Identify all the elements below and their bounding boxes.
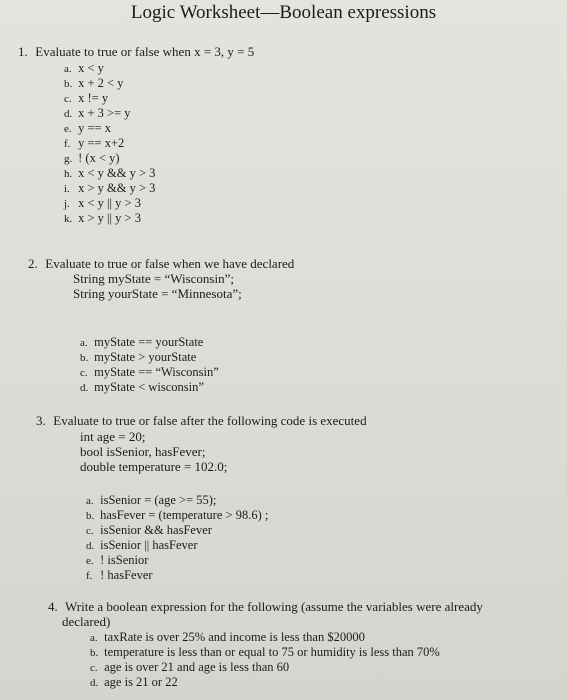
list-item bbox=[86, 568, 268, 583]
list-item bbox=[64, 136, 155, 151]
question-3-code bbox=[80, 429, 227, 474]
item-letter: f. bbox=[64, 138, 71, 150]
item-letter: b. bbox=[86, 510, 95, 522]
question-text: Evaluate to true or false after the following code is executed bbox=[53, 413, 367, 428]
question-1 bbox=[18, 44, 254, 60]
item-letter: c. bbox=[64, 93, 72, 105]
list-item bbox=[64, 106, 155, 121]
list-item bbox=[86, 538, 268, 553]
list-item bbox=[90, 675, 440, 690]
item-expression: isSenior || hasFever bbox=[100, 538, 198, 552]
list-item bbox=[80, 335, 219, 350]
item-expression: myState == “Wisconsin” bbox=[94, 365, 219, 379]
item-expression: ! isSenior bbox=[100, 553, 149, 567]
list-item bbox=[90, 630, 440, 645]
item-letter: a. bbox=[86, 495, 94, 507]
list-item bbox=[80, 365, 219, 380]
item-expression: x + 2 < y bbox=[78, 76, 124, 90]
item-expression: myState == yourState bbox=[94, 335, 204, 349]
item-expression: y == x bbox=[78, 121, 111, 135]
item-expression: y == x+2 bbox=[78, 136, 125, 150]
item-letter: d. bbox=[90, 677, 99, 689]
item-letter: f. bbox=[86, 570, 93, 582]
list-item bbox=[64, 76, 155, 91]
list-item bbox=[80, 350, 219, 365]
list-item bbox=[86, 508, 268, 523]
question-text: declared) bbox=[62, 614, 111, 629]
item-expression: x != y bbox=[78, 91, 109, 105]
list-item bbox=[64, 151, 155, 166]
declaration-line: String yourState = “Minnesota”; bbox=[73, 286, 242, 301]
item-expression: taxRate is over 25% and income is less than $20000 bbox=[104, 630, 365, 644]
list-item bbox=[86, 493, 268, 508]
item-expression: x < y || y > 3 bbox=[78, 196, 141, 210]
item-letter: a. bbox=[64, 63, 72, 75]
question-3 bbox=[36, 413, 367, 429]
question-number: 2. bbox=[28, 256, 38, 271]
list-item bbox=[90, 660, 440, 675]
item-letter: j. bbox=[64, 198, 70, 210]
question-2 bbox=[28, 256, 294, 272]
item-expression: ! hasFever bbox=[100, 568, 153, 582]
item-letter: d. bbox=[64, 108, 73, 120]
item-letter: b. bbox=[64, 78, 73, 90]
item-letter: h. bbox=[64, 168, 73, 180]
question-4-list bbox=[90, 630, 440, 690]
item-letter: a. bbox=[90, 632, 98, 644]
item-expression: age is over 21 and age is less than 60 bbox=[104, 660, 290, 674]
list-item bbox=[64, 61, 155, 76]
item-letter: b. bbox=[80, 352, 89, 364]
item-letter: a. bbox=[80, 337, 88, 349]
item-expression: hasFever = (temperature > 98.6) ; bbox=[100, 508, 269, 522]
question-4 bbox=[48, 599, 483, 615]
item-expression: isSenior = (age >= 55); bbox=[100, 493, 217, 507]
list-item bbox=[86, 553, 268, 568]
list-item bbox=[64, 196, 155, 211]
item-letter: c. bbox=[90, 662, 98, 674]
item-letter: d. bbox=[80, 382, 89, 394]
item-expression: x < y && y > 3 bbox=[78, 166, 156, 180]
item-expression: myState < wisconsin” bbox=[94, 380, 204, 394]
question-4-continued bbox=[62, 614, 110, 630]
code-line: int age = 20; bbox=[80, 429, 146, 444]
question-text: Evaluate to true or false when we have declared bbox=[45, 256, 295, 271]
item-expression: age is 21 or 22 bbox=[104, 675, 178, 689]
list-item bbox=[64, 166, 155, 181]
item-expression: myState > yourState bbox=[94, 350, 197, 364]
list-item bbox=[64, 91, 155, 106]
code-line: double temperature = 102.0; bbox=[80, 459, 228, 474]
list-item bbox=[90, 645, 440, 660]
question-1-list bbox=[64, 61, 155, 226]
item-expression: x < y bbox=[78, 61, 104, 75]
list-item bbox=[80, 380, 219, 395]
item-letter: b. bbox=[90, 647, 99, 659]
item-letter: k. bbox=[64, 213, 73, 225]
question-text: Write a boolean expression for the following (assume the variables were already bbox=[65, 599, 483, 614]
item-expression: ! (x < y) bbox=[78, 151, 120, 165]
question-number: 4. bbox=[48, 599, 58, 614]
question-number: 1. bbox=[18, 44, 28, 59]
item-letter: d. bbox=[86, 540, 95, 552]
question-2-declarations bbox=[73, 271, 242, 301]
page-title: Logic Worksheet—Boolean expressions bbox=[130, 2, 437, 23]
list-item bbox=[86, 523, 268, 538]
declaration-line: String myState = “Wisconsin”; bbox=[73, 271, 234, 286]
list-item bbox=[64, 211, 155, 226]
item-letter: c. bbox=[86, 525, 94, 537]
item-letter: e. bbox=[64, 123, 72, 135]
item-expression: temperature is less than or equal to 75 or humidity is less than 70% bbox=[104, 645, 440, 659]
question-number: 3. bbox=[36, 413, 46, 428]
item-letter: i. bbox=[64, 183, 70, 195]
question-2-list bbox=[80, 335, 219, 395]
list-item bbox=[64, 121, 155, 136]
item-expression: isSenior && hasFever bbox=[100, 523, 212, 537]
item-expression: x + 3 >= y bbox=[78, 106, 131, 120]
item-letter: g. bbox=[64, 153, 73, 165]
item-letter: c. bbox=[80, 367, 88, 379]
code-line: bool isSenior, hasFever; bbox=[80, 444, 206, 459]
item-letter: e. bbox=[86, 555, 94, 567]
question-text: Evaluate to true or false when x = 3, y = 5 bbox=[35, 44, 255, 59]
list-item bbox=[64, 181, 155, 196]
item-expression: x > y || y > 3 bbox=[78, 211, 141, 225]
item-expression: x > y && y > 3 bbox=[78, 181, 156, 195]
question-3-list bbox=[86, 493, 268, 583]
